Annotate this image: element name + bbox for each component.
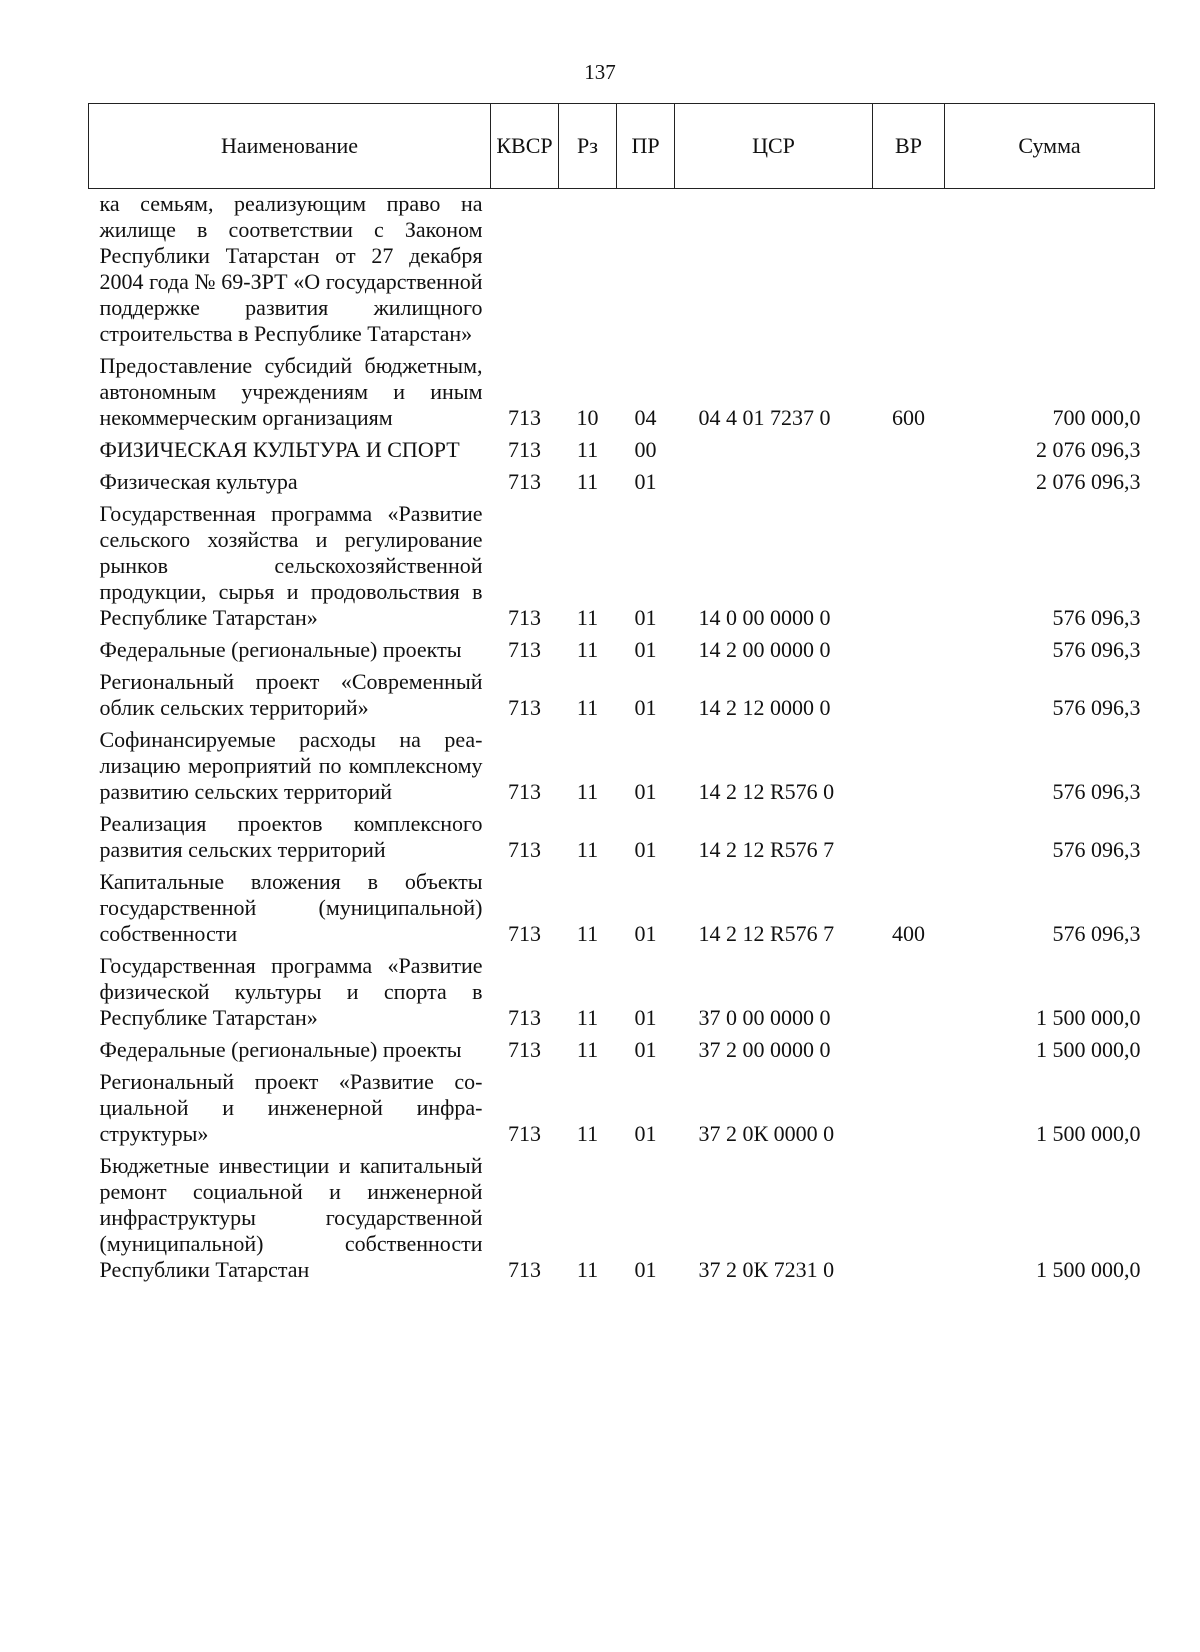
table-row <box>89 434 1155 466</box>
cell-pr: 01 <box>634 1037 657 1062</box>
cell-vr <box>873 466 945 498</box>
table-row <box>89 466 1155 498</box>
cell-vr <box>873 724 945 808</box>
cell-kvsr: 713 <box>508 921 541 946</box>
cell-name: Капитальные вложения в объекты государственной (муниципальной) собственности <box>99 869 483 946</box>
cell-rz: 11 <box>576 469 599 494</box>
table-row <box>89 666 1155 724</box>
cell-name: ФИЗИЧЕСКАЯ КУЛЬТУРА И СПОРТ <box>99 437 460 462</box>
cell-kvsr: 713 <box>508 1037 541 1062</box>
cell-csr: 37 2 0К 0000 0 <box>698 1121 835 1146</box>
cell-rz: 11 <box>576 1257 599 1282</box>
table-row <box>89 1034 1155 1066</box>
cell-pr: 04 <box>634 405 657 430</box>
cell-name: Федеральные (региональные) проекты <box>99 637 462 662</box>
cell-sum: 1 500 000,0 <box>1036 1121 1141 1146</box>
cell-csr: 14 0 00 0000 0 <box>698 605 831 630</box>
cell-vr: 600 <box>892 405 925 430</box>
cell-csr: 14 2 12 0000 0 <box>698 695 831 720</box>
table-row <box>89 350 1155 434</box>
cell-vr <box>873 434 945 466</box>
cell-pr: 01 <box>634 779 657 804</box>
cell-kvsr: 713 <box>508 695 541 720</box>
cell-pr: 01 <box>634 1005 657 1030</box>
cell-vr <box>873 808 945 866</box>
cell-csr: 14 2 12 R576 7 <box>698 921 835 946</box>
cell-name: Софинансируемые расходы на реализацию мероприятий по комплексному развитию сельских территорий <box>99 727 483 804</box>
cell-pr: 01 <box>634 605 657 630</box>
cell-pr: 01 <box>634 1257 657 1282</box>
cell-vr <box>873 1066 945 1150</box>
cell-vr <box>873 950 945 1034</box>
cell-name: Реализация проектов комплексного развития сельских территорий <box>99 811 483 862</box>
cell-csr: 37 2 0К 7231 0 <box>698 1257 835 1282</box>
cell-sum: 576 096,3 <box>1052 837 1141 862</box>
header-sum: Сумма <box>945 104 1155 189</box>
cell-vr <box>873 498 945 634</box>
cell-kvsr: 713 <box>508 405 541 430</box>
cell-csr <box>675 189 873 351</box>
cell-sum: 576 096,3 <box>1052 637 1141 662</box>
cell-rz: 11 <box>576 605 599 630</box>
header-vr: ВР <box>873 104 945 189</box>
cell-sum: 576 096,3 <box>1052 605 1141 630</box>
table-row <box>89 808 1155 866</box>
cell-kvsr <box>491 189 559 351</box>
cell-kvsr: 713 <box>508 1257 541 1282</box>
cell-sum: 2 076 096,3 <box>1036 469 1141 494</box>
cell-kvsr: 713 <box>508 1005 541 1030</box>
cell-csr <box>675 434 873 466</box>
cell-sum <box>945 189 1155 351</box>
cell-pr <box>617 189 675 351</box>
cell-kvsr: 713 <box>508 637 541 662</box>
cell-pr: 01 <box>634 837 657 862</box>
table-row <box>89 866 1155 950</box>
header-csr: ЦСР <box>675 104 873 189</box>
cell-kvsr: 713 <box>508 1121 541 1146</box>
cell-rz: 11 <box>576 779 599 804</box>
table-row <box>89 498 1155 634</box>
table-row <box>89 1066 1155 1150</box>
cell-kvsr: 713 <box>508 779 541 804</box>
cell-rz: 11 <box>576 695 599 720</box>
table-row <box>89 950 1155 1034</box>
cell-vr <box>873 189 945 351</box>
cell-sum: 576 096,3 <box>1052 695 1141 720</box>
table-header <box>89 104 1155 189</box>
cell-rz: 11 <box>576 1005 599 1030</box>
cell-name: Государственная программа «Развитие физической культуры и спорта в Республике Татарстан» <box>99 953 483 1030</box>
header-name: Наименование <box>89 104 491 189</box>
cell-rz: 11 <box>576 637 599 662</box>
table-row <box>89 1150 1155 1286</box>
cell-pr: 00 <box>634 437 657 462</box>
cell-rz: 11 <box>576 837 599 862</box>
cell-rz: 11 <box>576 921 599 946</box>
cell-name: Федеральные (региональные) проекты <box>99 1037 462 1062</box>
cell-name: Региональный проект «Развитие социальной и инженерной инфраструктуры» <box>99 1069 483 1146</box>
cell-sum: 1 500 000,0 <box>1036 1257 1141 1282</box>
cell-rz: 11 <box>576 1121 599 1146</box>
cell-kvsr: 713 <box>508 437 541 462</box>
cell-vr: 400 <box>892 921 925 946</box>
cell-kvsr: 713 <box>508 837 541 862</box>
cell-kvsr: 713 <box>508 469 541 494</box>
cell-pr: 01 <box>634 1121 657 1146</box>
table-row <box>89 189 1155 351</box>
cell-csr: 04 4 01 7237 0 <box>698 405 831 430</box>
cell-name: Бюджетные инвестиции и капитальный ремонт социальной и инженерной инфраструктуры государственной (муниципальной) собственности Республики Татарстан <box>99 1153 483 1282</box>
header-row <box>89 104 1155 189</box>
cell-sum: 576 096,3 <box>1052 779 1141 804</box>
cell-pr: 01 <box>634 695 657 720</box>
header-pr: ПР <box>617 104 675 189</box>
cell-name: ка семьям, реализующим право на жилище в соответствии с Законом Республики Татарстан от 27 декабря 2004 года № 69-ЗРТ «О государственной поддержке развития жилищного строительства в Республике Татарстан» <box>99 191 483 346</box>
cell-vr <box>873 666 945 724</box>
cell-vr <box>873 634 945 666</box>
cell-name: Государственная программа «Развитие сельского хозяйства и регулирование рынков сельскохозяйственной продукции, сырья и продовольствия в Республике Татарстан» <box>99 501 483 630</box>
cell-csr: 37 2 00 0000 0 <box>698 1037 831 1062</box>
cell-name: Региональный проект «Современный облик сельских территорий» <box>99 669 483 720</box>
cell-sum: 1 500 000,0 <box>1036 1037 1141 1062</box>
cell-vr <box>873 1150 945 1286</box>
page-number: 137 <box>584 60 616 84</box>
cell-rz: 11 <box>576 1037 599 1062</box>
cell-csr: 14 2 12 R576 0 <box>698 779 835 804</box>
table-row <box>89 634 1155 666</box>
header-kvsr: КВСР <box>491 104 559 189</box>
table-row <box>89 724 1155 808</box>
budget-table <box>88 103 1155 1286</box>
cell-sum: 576 096,3 <box>1052 921 1141 946</box>
table-body <box>89 189 1155 1287</box>
cell-rz: 10 <box>576 405 599 430</box>
cell-csr: 14 2 00 0000 0 <box>698 637 831 662</box>
cell-name: Предоставление субсидий бюджетным, автономным учреждениям и иным некоммерческим организациям <box>99 353 483 430</box>
cell-pr: 01 <box>634 921 657 946</box>
cell-csr: 14 2 12 R576 7 <box>698 837 835 862</box>
cell-sum: 1 500 000,0 <box>1036 1005 1141 1030</box>
cell-rz <box>559 189 617 351</box>
header-rz: Рз <box>559 104 617 189</box>
cell-sum: 700 000,0 <box>1052 405 1141 430</box>
cell-pr: 01 <box>634 469 657 494</box>
cell-pr: 01 <box>634 637 657 662</box>
cell-csr <box>675 466 873 498</box>
cell-csr: 37 0 00 0000 0 <box>698 1005 831 1030</box>
cell-name: Физическая культура <box>99 469 298 494</box>
cell-sum: 2 076 096,3 <box>1036 437 1141 462</box>
cell-vr <box>873 1034 945 1066</box>
cell-kvsr: 713 <box>508 605 541 630</box>
cell-rz: 11 <box>576 437 599 462</box>
